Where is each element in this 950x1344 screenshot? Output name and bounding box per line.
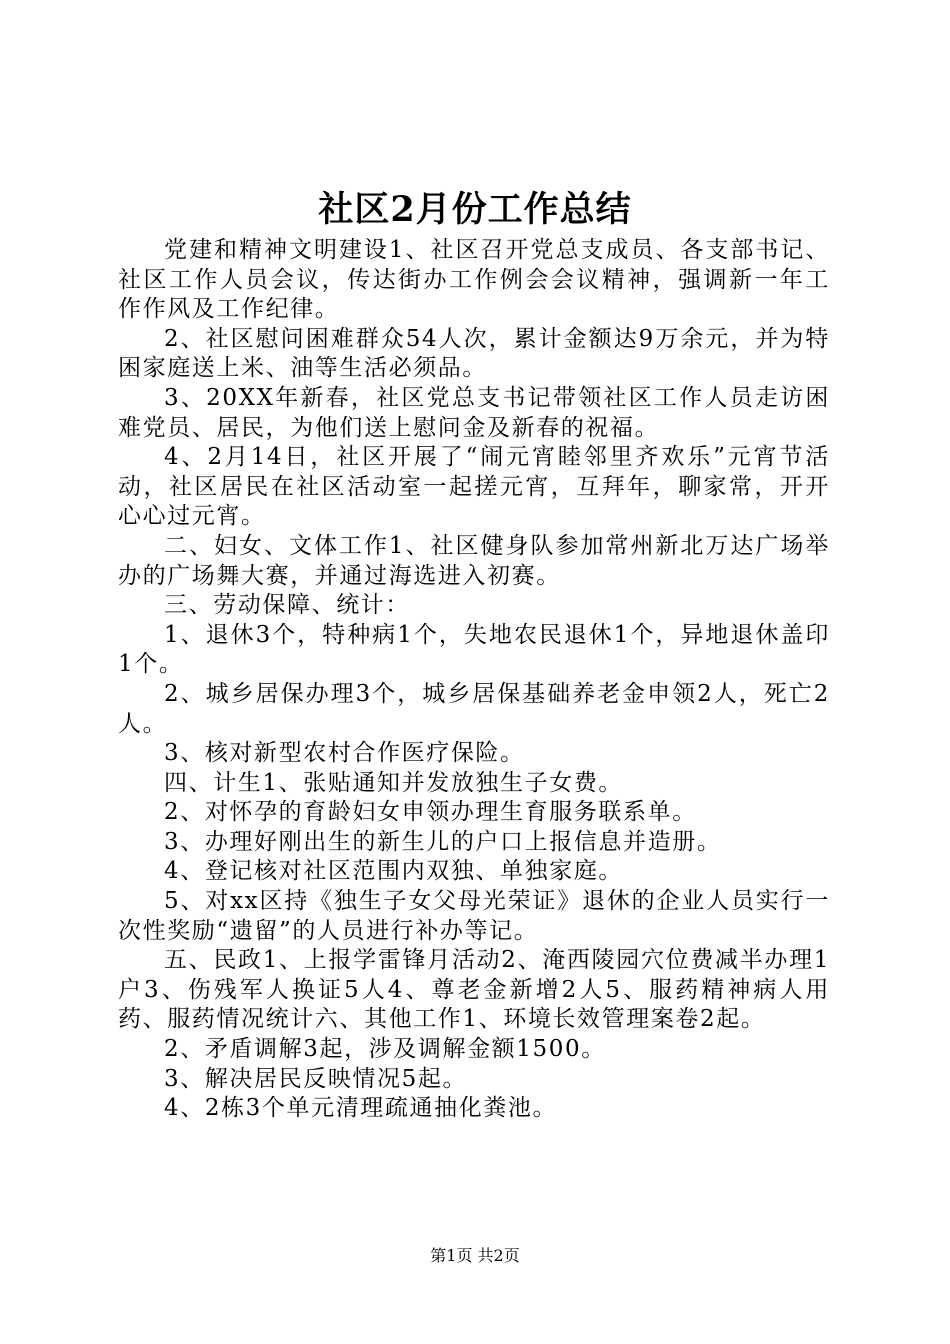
paragraph: 五、民政1、上报学雷锋月活动2、淹西陵园穴位费减半办理1户3、伤残军人换证5人4、尊老金新增2人5、服药精神病人用药、服药情况统计六、其他工作1、环境长效管理案卷2起。 <box>118 947 830 1033</box>
paragraph: 4、登记核对社区范围内双独、单独家庭。 <box>164 858 624 885</box>
paragraph: 二、妇女、文体工作1、社区健身队参加常州新北万达广场举办的广场舞大赛，并通过海选进入初赛。 <box>118 532 830 589</box>
paragraph: 3、办理好刚出生的新生儿的户口上报信息并造册。 <box>164 828 722 855</box>
paragraph: 2、对怀孕的育龄妇女申领办理生育服务联系单。 <box>164 799 697 826</box>
paragraph: 4、2栋3个单元清理疏通抽化粪池。 <box>164 1095 558 1122</box>
paragraph: 3、核对新型农村合作医疗保险。 <box>164 740 525 767</box>
paragraph: 5、对xx区持《独生子女父母光荣证》退休的企业人员实行一次性奖励“遗留”的人员进行补办等记。 <box>118 888 830 944</box>
paragraph: 3、20XX年新春，社区党总支书记带领社区工作人员走访困难党员、居民，为他们送上慰问金及新春的祝福。 <box>118 384 830 441</box>
paragraph: 3、解决居民反映情况5起。 <box>164 1065 468 1092</box>
paragraph: 1、退休3个，特种病1个，失地农民退休1个，异地退休盖印1个。 <box>118 621 830 678</box>
document-title: 社区2月份工作总结 <box>318 189 632 230</box>
paragraph: 四、计生1、张贴通知并发放独生子女费。 <box>164 769 624 796</box>
paragraph: 三、劳动保障、统计： <box>164 592 410 619</box>
page-footer: 第1页 共2页 <box>430 1246 520 1265</box>
paragraph: 2、城乡居保办理3个，城乡居保基础养老金申领2人，死亡2人。 <box>118 680 830 737</box>
document-body <box>118 236 830 1124</box>
paragraph: 党建和精神文明建设1、社区召开党总支成员、各支部书记、社区工作人员会议，传达街办工作例会会议精神，强调新一年工作作风及工作纪律。 <box>118 237 830 323</box>
paragraph: 2、矛盾调解3起，涉及调解金额1500。 <box>164 1036 606 1063</box>
paragraph: 2、社区慰问困难群众54人次，累计金额达9万余元，并为特困家庭送上米、油等生活必须品。 <box>118 325 830 382</box>
paragraph: 4、2月14日，社区开展了“闹元宵睦邻里齐欢乐”元宵节活动，社区居民在社区活动室一起搓元宵，互拜年，聊家常，开开心心过元宵。 <box>118 444 830 530</box>
